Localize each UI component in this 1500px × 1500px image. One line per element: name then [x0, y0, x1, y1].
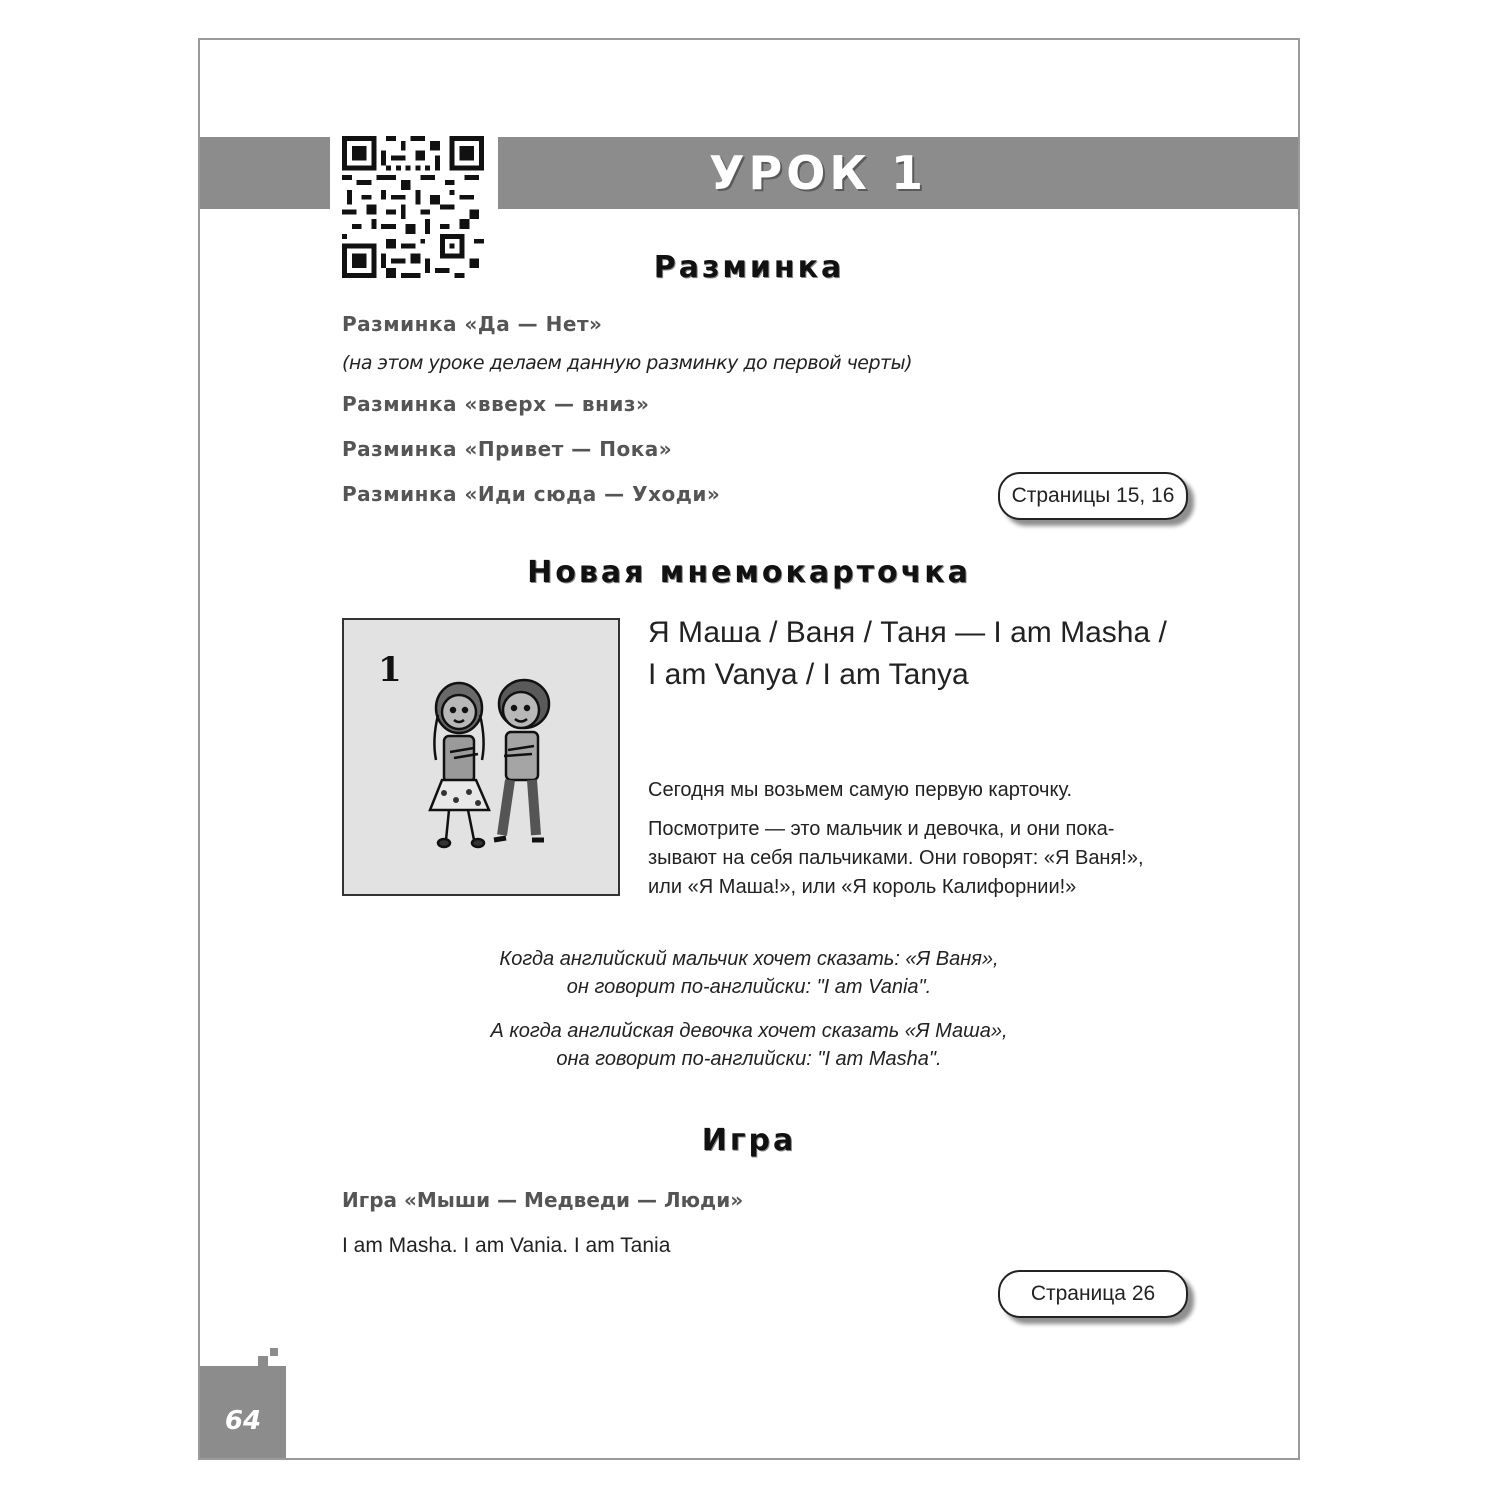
- explain-line3: А когда английская девочка хочет сказать «Я Маша»,: [490, 1020, 1008, 1042]
- lesson-title: УРОК 1: [709, 146, 927, 200]
- warmup-note: (на этом уроке делаем данную разминку до первой черты): [342, 352, 913, 374]
- card-phrase: [648, 612, 1208, 696]
- warmup-title: Разминка: [653, 250, 845, 285]
- explain-girl: [200, 1017, 1298, 1073]
- game-page-ref: Страница 26: [998, 1270, 1188, 1318]
- card-paragraph-2: [648, 815, 1208, 902]
- explain-boy: [200, 945, 1298, 1001]
- pixel-decoration: [258, 1356, 268, 1366]
- explain-line2: он говорит по-английски: "I am Vania".: [566, 976, 932, 998]
- card-phrase-line1: Я Маша / Ваня / Таня — I am Masha /: [648, 616, 1167, 649]
- card-paragraph-1: Сегодня мы возьмем самую первую карточку.: [648, 779, 1072, 801]
- warmup-item-up-down: Разминка «вверх — вниз»: [342, 392, 650, 416]
- game-title: Игра: [701, 1123, 797, 1158]
- page-number: 64: [224, 1406, 262, 1436]
- kids-illustration-icon: [394, 660, 584, 860]
- card-section-title: Новая мнемокарточка: [527, 555, 971, 590]
- card-paragraph-2-line1: Посмотрите — это мальчик и девочка, и они пока-: [648, 818, 1115, 840]
- mnemonic-card: [342, 618, 620, 896]
- explain-line4: она говорит по-английски: "I am Masha".: [556, 1048, 942, 1070]
- card-paragraph-2-line3: или «Я Маша!», или «Я король Калифорнии!»: [648, 876, 1077, 898]
- warmup-item-hello-bye: Разминка «Привет — Пока»: [342, 437, 673, 461]
- book-page: [198, 38, 1300, 1460]
- warmup-item-yes-no: Разминка «Да — Нет»: [342, 312, 603, 336]
- warmup-pages-ref: Страницы 15, 16: [998, 472, 1188, 520]
- card-number: 1: [378, 650, 402, 690]
- explain-line1: Когда английский мальчик хочет сказать: «Я Ваня»,: [499, 948, 999, 970]
- game-line: I am Masha. I am Vania. I am Tania: [342, 1234, 671, 1257]
- card-phrase-line2: I am Vanya / I am Tanya: [648, 658, 969, 691]
- card-paragraph-2-line2: зывают на себя пальчиками. Они говорят: «Я Ваня!»,: [648, 847, 1144, 869]
- warmup-item-come-go: Разминка «Иди сюда — Уходи»: [342, 482, 721, 506]
- header-bar-left: [200, 137, 330, 209]
- pixel-decoration: [270, 1348, 278, 1356]
- game-item: Игра «Мыши — Медведи — Люди»: [342, 1188, 744, 1212]
